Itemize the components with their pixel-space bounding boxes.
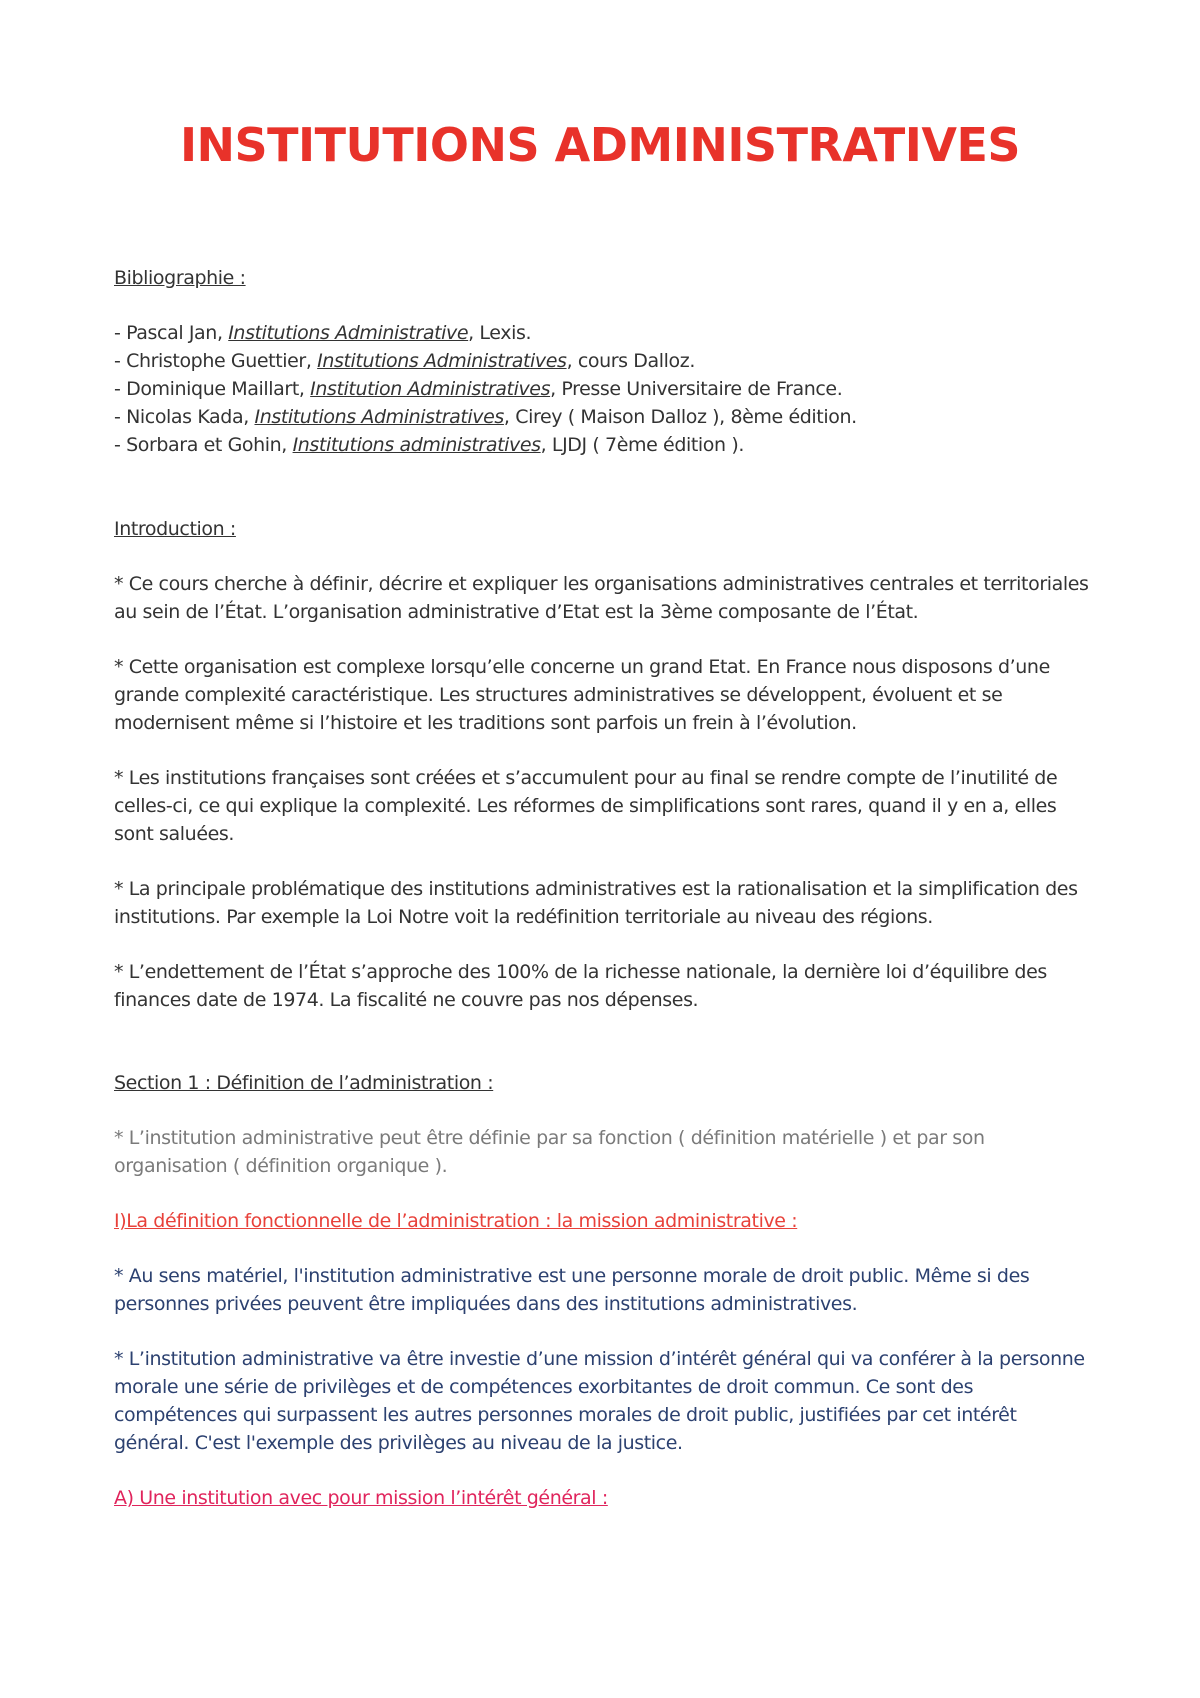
book-title: Institutions Administratives [317, 350, 567, 372]
introduction-paragraph: * L’endettement de l’État s’approche des 100% de la richesse nationale, la dernière loi d’équilibre des finances date de 1974. La fiscalité ne couvre pas nos dépenses. [114, 961, 1047, 1011]
bibliography-entry: - Nicolas Kada, Institutions Administratives, Cirey ( Maison Dalloz ), 8ème édition. [114, 406, 857, 428]
bibliography-heading: Bibliographie : [114, 267, 246, 289]
document-body [114, 264, 1094, 1512]
bibliography-entry: - Christophe Guettier, Institutions Administratives, cours Dalloz. [114, 350, 695, 372]
bibliography-entry: - Pascal Jan, Institutions Administrative, Lexis. [114, 322, 532, 344]
introduction-paragraph: * La principale problématique des institutions administratives est la rationalisation et la simplification des institutions. Par exemple la Loi Notre voit la redéfinition territoriale au niveau des régions. [114, 878, 1078, 928]
section-1-intro: * L’institution administrative peut être définie par sa fonction ( définition matérielle ) et par son organisation ( définition organique ). [114, 1127, 985, 1177]
book-title: Institution Administratives [310, 378, 551, 400]
bibliography-entry: - Dominique Maillart, Institution Administratives, Presse Universitaire de France. [114, 378, 843, 400]
book-title: Institutions Administrative [228, 322, 469, 344]
bibliography-entry: - Sorbara et Gohin, Institutions administratives, LJDJ ( 7ème édition ). [114, 434, 744, 456]
book-title: Institutions Administratives [254, 406, 504, 428]
introduction-paragraph: * Les institutions françaises sont créées et s’accumulent pour au final se rendre compte de l’inutilité de celles-ci, ce qui explique la complexité. Les réformes de simplifications sont rares, quand il y en a, elles sont saluées. [114, 767, 1058, 845]
section-1-paragraph: * L’institution administrative va être investie d’une mission d’intérêt général qui va conférer à la personne morale une série de privilèges et de compétences exorbitantes de droit commun. Ce sont des compétences qui surpassent les autres personnes morales de droit public, justifiées par cet intérêt général. C'est l'exemple des privilèges au niveau de la justice. [114, 1348, 1085, 1454]
introduction-heading: Introduction : [114, 518, 236, 540]
introduction-paragraph: * Ce cours cherche à définir, décrire et expliquer les organisations administratives centrales et territoriales au sein de l’État. L’organisation administrative d’Etat est la 3ème composante de l’État. [114, 573, 1089, 623]
section-1-paragraph: * Au sens matériel, l'institution administrative est une personne morale de droit public. Même si des personnes privées peuvent être impliquées dans des institutions administratives. [114, 1265, 1030, 1315]
section-1-subheading: I)La définition fonctionnelle de l’administration : la mission administrative : [114, 1210, 798, 1232]
book-title: Institutions administratives [292, 434, 541, 456]
section-1-subsubheading: A) Une institution avec pour mission l’intérêt général : [114, 1487, 608, 1509]
bibliography-list [114, 319, 1094, 459]
introduction-paragraph: * Cette organisation est complexe lorsqu’elle concerne un grand Etat. En France nous disposons d’une grande complexité caractéristique. Les structures administratives se développent, évoluent et se modernisent même si l’histoire et les traditions sont parfois un frein à l’évolution. [114, 656, 1050, 734]
section-1-heading: Section 1 : Définition de l’administration : [114, 1072, 494, 1094]
document-title: INSTITUTIONS ADMINISTRATIVES [179, 118, 1021, 172]
